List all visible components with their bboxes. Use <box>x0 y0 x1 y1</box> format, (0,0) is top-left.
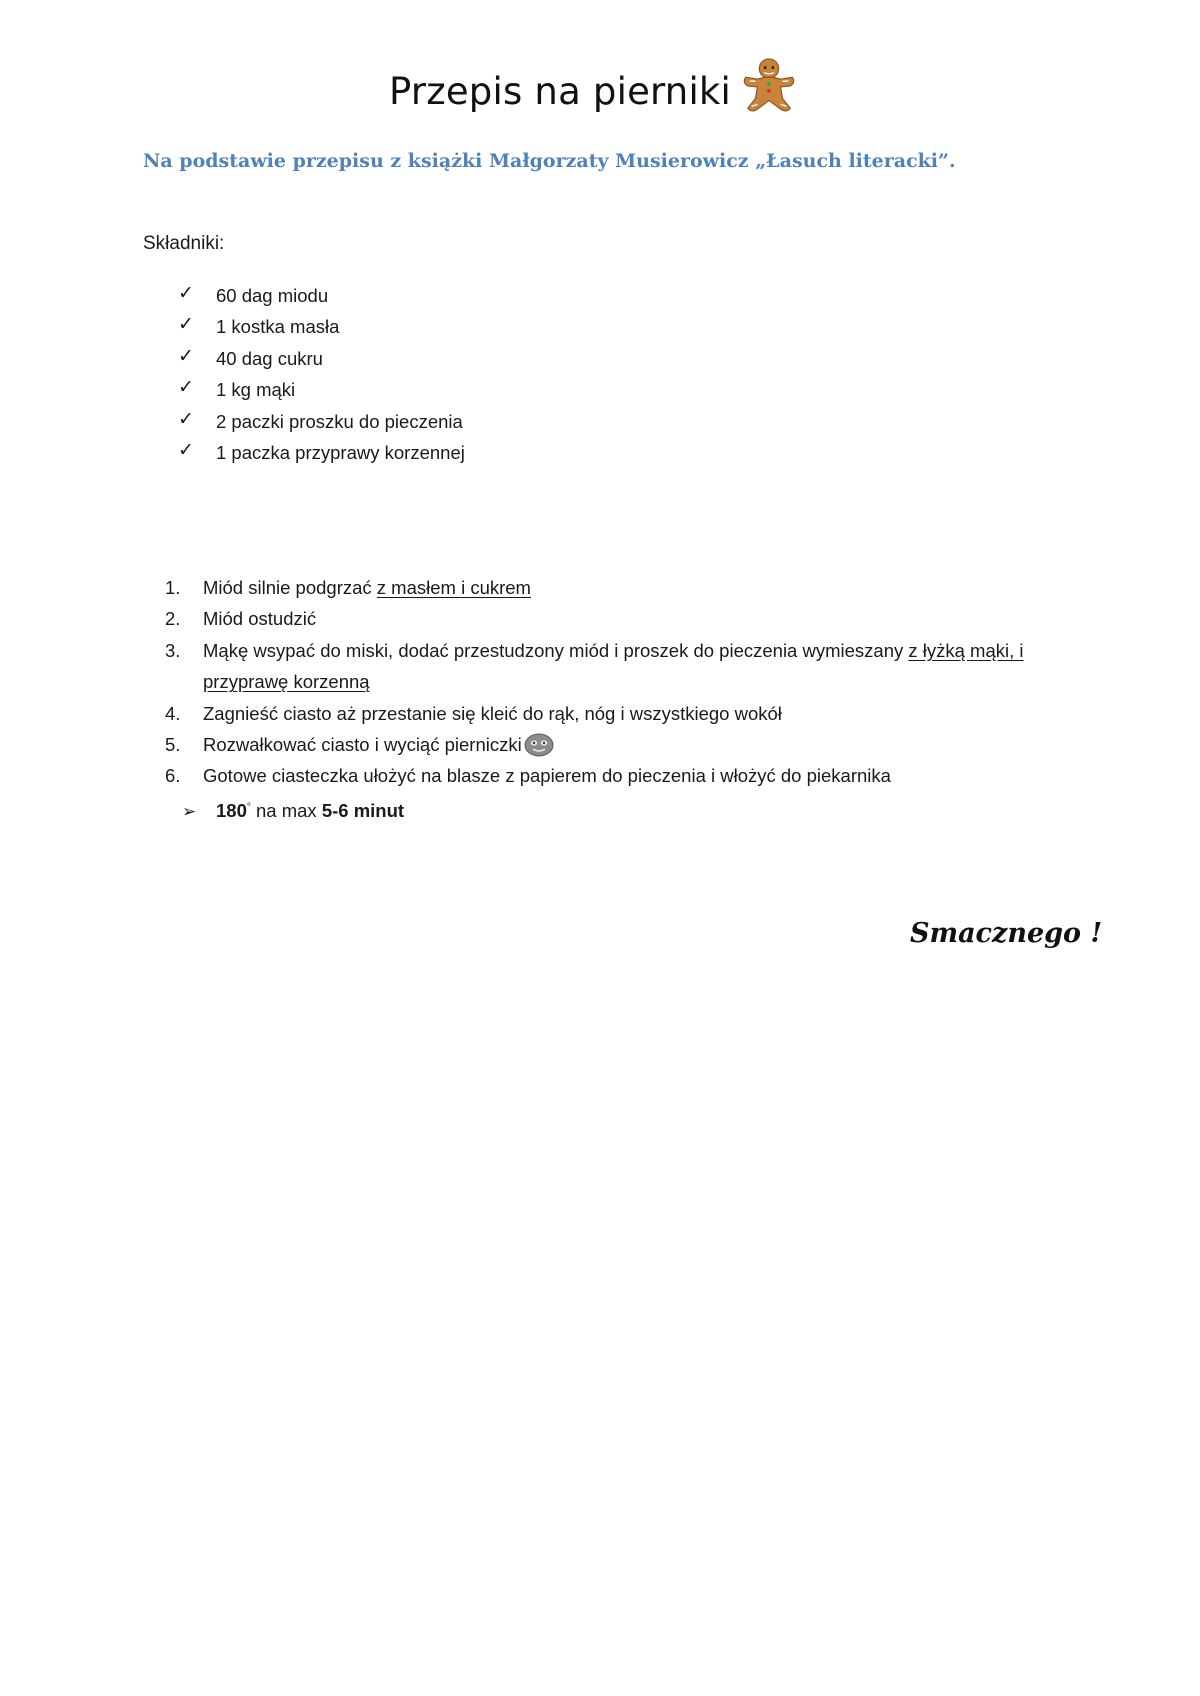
check-icon: ✓ <box>178 344 194 367</box>
arrow-bullet-icon: ➢ <box>182 802 197 823</box>
step-number: 2. <box>165 608 181 630</box>
closing-text: Smacznego ! <box>910 918 1103 949</box>
check-icon: ✓ <box>178 407 194 430</box>
ingredients-heading: Składniki: <box>143 233 225 254</box>
step-item: 5. Rozwałkować ciasto i wyciąć pierniczki <box>165 729 1065 760</box>
step-number: 3. <box>165 639 181 661</box>
ingredients-list <box>178 280 465 468</box>
check-icon: ✓ <box>178 438 194 461</box>
step-number: 1. <box>165 577 181 598</box>
baking-temperature: 180 <box>216 800 247 822</box>
list-item: ✓ 1 paczka przyprawy korzennej <box>178 437 465 468</box>
check-icon: ✓ <box>178 376 194 399</box>
step-item: 3. Mąkę wsypać do miski, dodać przestudzony miód i proszek do pieczenia wymieszany z łyżką mąki, i przyprawę korzenną <box>165 635 1065 698</box>
list-item: ✓ 1 kostka masła <box>178 311 465 342</box>
list-item: ✓ 1 kg mąki <box>178 374 465 405</box>
step-number: 5. <box>165 734 181 756</box>
page-title: Przepis na pierniki <box>388 70 732 113</box>
baking-time: 5-6 minut <box>321 800 405 822</box>
gingerbread-man-icon <box>740 56 798 114</box>
step-number: 6. <box>165 765 181 787</box>
step-item: 4. Zagnieść ciasto aż przestanie się kleić do rąk, nóg i wszystkiego wokół <box>165 698 1065 729</box>
step-item: 6. Gotowe ciasteczka ułożyć na blasze z papierem do pieczenia i włożyć do piekarnika <box>165 760 1065 791</box>
list-item: ✓ 2 paczki proszku do pieczenia <box>178 406 465 437</box>
degree-sign: ° <box>246 802 251 813</box>
step-item: 1. Miód silnie podgrzać z masłem i cukrem <box>165 572 1065 603</box>
source-note: Na podstawie przepisu z książki Małgorzaty Musierowicz „Łasuch literacki”. <box>143 150 956 172</box>
check-icon: ✓ <box>178 282 194 304</box>
baking-instruction: ➢ 180° na max 5-6 minut <box>182 792 404 829</box>
step-item: 2. Miód ostudzić <box>165 603 1065 634</box>
list-item: ✓ 40 dag cukru <box>178 343 465 374</box>
list-item: ✓ 60 dag miodu <box>178 280 465 311</box>
smiley-cookie-icon <box>524 733 554 757</box>
step-number: 4. <box>165 702 181 724</box>
check-icon: ✓ <box>178 313 194 336</box>
steps-list <box>165 572 1065 792</box>
